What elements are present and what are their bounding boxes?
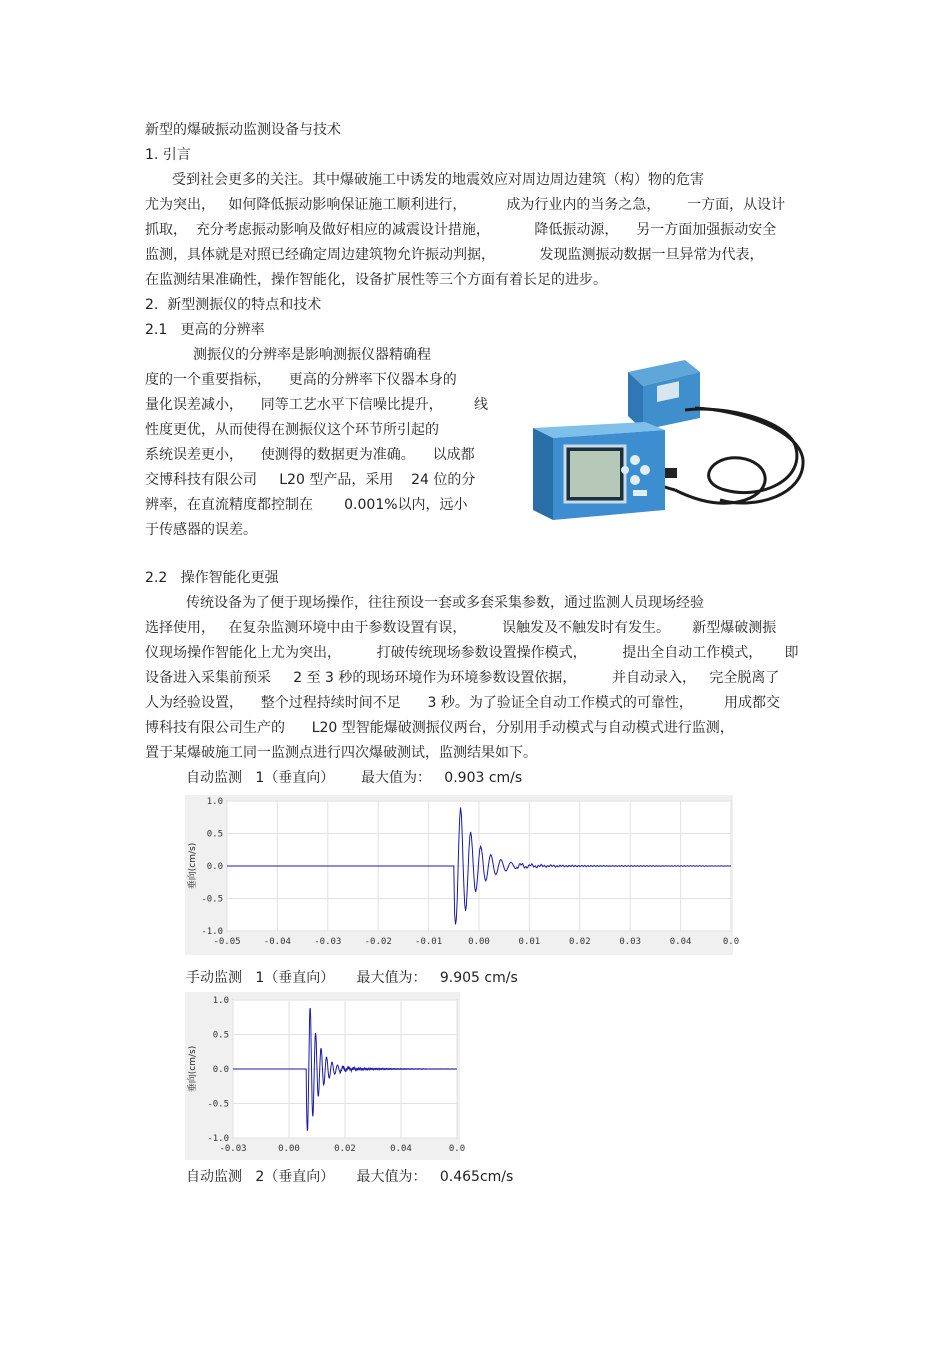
para21-line: 测振仪的分辨率是影响测振仪器精确程 [193, 347, 431, 363]
x-tick-label: 0.00 [468, 937, 490, 947]
para1-line: 受到社会更多的关注。其中爆破施工中诱发的地震效应对周边周边建筑（构）物的危害 [172, 172, 704, 188]
x-tick-label: -0.03 [219, 1144, 247, 1154]
y-tick-label: -0.5 [207, 1099, 229, 1110]
section-1-heading: 1. 引言 [145, 147, 191, 163]
x-tick-label: 0.02 [568, 937, 591, 947]
x-tick-label: -0.05 [213, 937, 241, 947]
para22-line: 人为经验设置， 整个过程持续时间不足 3 秒。为了验证全自动工作模式的可靠性， 用成都交 [145, 695, 781, 711]
y-tick-label: -0.5 [201, 894, 223, 905]
para1-line: 在监测结果准确性，操作智能化，设备扩展性等三个方面有着长足的进步。 [145, 272, 607, 288]
y-tick-label: -1.0 [207, 1134, 229, 1144]
y-axis-label: 垂向(cm/s) [188, 1045, 198, 1093]
device-photo [525, 350, 815, 540]
main-unit [533, 422, 677, 520]
x-tick-label: 0.04 [669, 937, 692, 947]
para21-line: 于传感器的误差。 [145, 522, 257, 538]
para22-line: 仪现场操作智能化上尤为突出， 打破传统现场参数设置操作模式， 提出全自动工作模式， 即 [145, 645, 799, 661]
x-tick-label: 0.0 [448, 1144, 466, 1154]
para21-line: 交博科技有限公司 L20 型产品，采用 24 位的分 [145, 472, 476, 488]
chart-caption-1: 自动监测 1（垂直向） 最大值为： 0.903 cm/s [186, 770, 523, 786]
section-2-heading: 2. 新型测振仪的特点和技术 [145, 297, 322, 313]
chart-caption-3: 自动监测 2（垂直向） 最大值为： 0.465cm/s [186, 1169, 514, 1185]
chart-caption-2: 手动监测 1（垂直向） 最大值为： 9.905 cm/s [186, 970, 518, 986]
y-tick-label: 0.0 [212, 1065, 229, 1075]
chart-auto-1 [185, 795, 740, 955]
doc-title: 新型的爆破振动监测设备与技术 [145, 122, 341, 138]
chart-manual-1 [185, 992, 466, 1160]
para1-line: 抓取， 充分考虑振动影响及做好相应的减震设计措施， 降低振动源， 另一方面加强振动安全 [145, 222, 777, 238]
x-tick-label: -0.02 [364, 937, 392, 947]
y-tick-label: -1.0 [201, 927, 223, 937]
x-tick-label: 0.04 [390, 1144, 412, 1154]
para22-line: 置于某爆破施工同一监测点进行四次爆破测试，监测结果如下。 [145, 745, 537, 761]
section-2-1-heading: 2.1 更高的分辨率 [145, 322, 265, 338]
x-tick-label: -0.04 [263, 937, 291, 947]
x-tick-label: 0.02 [334, 1144, 356, 1154]
y-tick-label: 1.0 [206, 797, 223, 807]
x-tick-label: 0.03 [619, 937, 642, 947]
y-tick-label: 1.0 [212, 996, 229, 1006]
x-tick-label: 0.00 [278, 1144, 300, 1154]
para1-line: 尤为突出， 如何降低振动影响保证施工顺利进行， 成为行业内的当务之急， 一方面，从设计 [145, 197, 786, 213]
para21-line: 量化误差减小， 同等工艺水平下信噪比提升， 线 [145, 397, 488, 413]
para21-line: 辨率，在直流精度都控制在 0.001%以内，远小 [145, 497, 468, 513]
para22-line: 选择使用， 在复杂监测环境中由于参数设置有误， 误触发及不触发时有发生。 新型爆破测振 [145, 620, 777, 636]
para22-line: 传统设备为了便于现场操作，往往预设一套或多套采集参数，通过监测人员现场经验 [186, 595, 704, 611]
x-tick-label: -0.03 [314, 937, 342, 947]
y-tick-label: 0.5 [212, 1030, 229, 1041]
para22-line: 博科技有限公司生产的 L20 型智能爆破测振仪两台，分别用手动模式与自动模式进行监测， [145, 720, 734, 736]
x-tick-label: -0.01 [415, 937, 443, 947]
para1-line: 监测，具体就是对照已经确定周边建筑物允许振动判据， 发现监测振动数据一旦异常为代表， [145, 247, 764, 263]
section-2-2-heading: 2.2 操作智能化更强 [145, 570, 279, 586]
x-tick-label: 0.0 [722, 937, 740, 947]
sensor-box [628, 360, 700, 430]
y-axis-label: 垂向(cm/s) [188, 842, 198, 890]
para21-line: 性度更优，从而使得在测振仪这个环节所引起的 [145, 422, 439, 438]
x-tick-label: 0.01 [518, 937, 541, 947]
para21-line: 度的一个重要指标， 更高的分辨率下仪器本身的 [145, 372, 457, 388]
y-tick-label: 0.0 [206, 862, 223, 872]
para22-line: 设备进入采集前预采 2 至 3 秒的现场环境作为环境参数设置依据， 并自动录入， 完全脱离了 [145, 670, 780, 686]
y-tick-label: 0.5 [206, 829, 223, 840]
para21-line: 系统误差更小， 使测得的数据更为准确。 以成都 [145, 447, 475, 463]
